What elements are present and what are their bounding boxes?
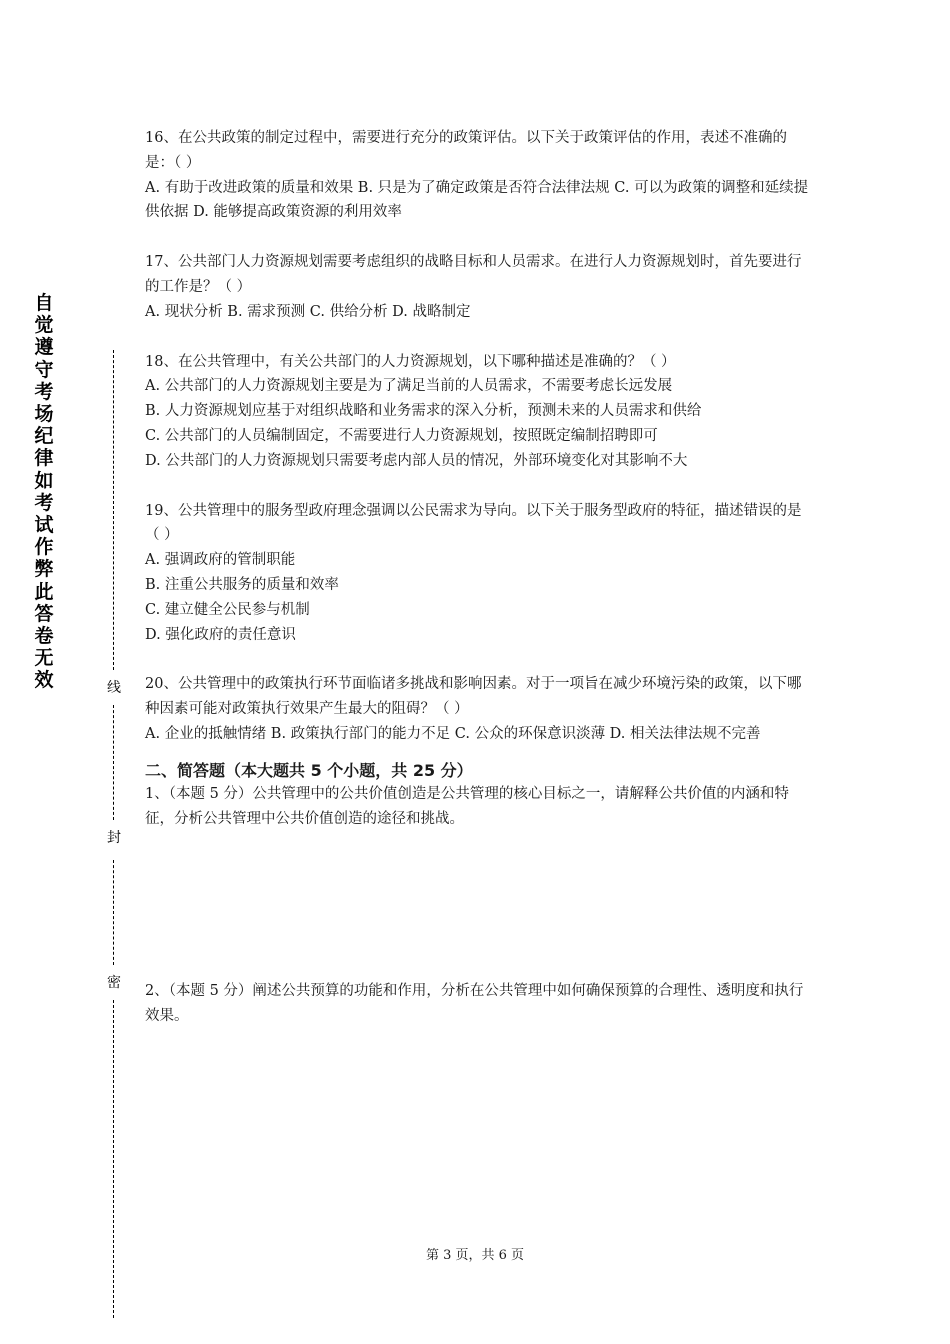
question-18 (145, 350, 809, 474)
binding-char-secret: 密 (104, 973, 124, 993)
option-c: C. 公共部门的人员编制固定，不需要进行人力资源规划，按照既定编制招聘即可 (145, 427, 658, 444)
page-number: 第 3 页，共 6 页 (425, 1248, 525, 1263)
question-17 (145, 250, 809, 324)
exam-content (145, 126, 809, 1029)
question-options: A. 现状分析 B. 需求预测 C. 供给分析 D. 战略制定 (145, 303, 471, 320)
question-stem: 20、公共管理中的政策执行环节面临诸多挑战和影响因素。对于一项旨在减少环境污染的政策，以下哪种因素可能对政策执行效果产生最大的阻碍？（ ） (145, 676, 802, 718)
option-a: A. 公共部门的人力资源规划主要是为了满足当前的人员需求，不需要考虑长远发展 (145, 378, 673, 395)
question-options: A. 企业的抵触情绪 B. 政策执行部门的能力不足 C. 公众的环保意识淡薄 D. 相关法律法规不完善 (145, 725, 761, 742)
short-answer-question-2: 2、（本题 5 分）阐述公共预算的功能和作用，分析在公共管理中如何确保预算的合理性、透明度和执行效果。 (145, 983, 804, 1025)
binding-dashed-line (113, 860, 114, 965)
question-stem: 19、公共管理中的服务型政府理念强调以公民需求为导向。以下关于服务型政府的特征，描述错误的是（ ） (145, 502, 802, 544)
binding-dashed-line (113, 705, 114, 820)
binding-char-line: 线 (104, 678, 124, 698)
binding-dashed-line (113, 350, 114, 670)
short-answer-question-1: 1、（本题 5 分）公共管理中的公共价值创造是公共管理的核心目标之一，请解释公共价值的内涵和特征，分析公共管理中公共价值创造的途径和挑战。 (145, 785, 789, 827)
question-stem: 17、公共部门人力资源规划需要考虑组织的战略目标和人员需求。在进行人力资源规划时，首先要进行的工作是？（ ） (145, 254, 802, 295)
question-stem: 16、在公共政策的制定过程中，需要进行充分的政策评估。以下关于政策评估的作用，表述不准确的是：（ ） (145, 130, 787, 171)
option-c: C. 建立健全公民参与机制 (145, 601, 310, 618)
option-d: D. 公共部门的人力资源规划只需要考虑内部人员的情况，外部环境变化对其影响不大 (145, 452, 688, 469)
option-a: A. 强调政府的管制职能 (145, 552, 296, 569)
question-19 (145, 499, 809, 648)
question-16 (145, 126, 809, 225)
exam-discipline-warning: 自觉遵守考场纪律如考试作弊此答卷无效 (34, 292, 54, 692)
answer-space[interactable] (145, 831, 809, 979)
section-title-short-answer: 二、简答题（本大题共 5 个小题，共 25 分） (145, 760, 473, 780)
option-b: B. 注重公共服务的质量和效率 (145, 576, 339, 593)
option-d: D. 强化政府的责任意识 (145, 626, 296, 643)
question-options: A. 有助于改进政策的质量和效果 B. 只是为了确定政策是否符合法律法规 C. 可以为政策的调整和延续提供依据 D. 能够提高政策资源的利用效率 (145, 179, 809, 221)
binding-char-seal: 封 (104, 828, 124, 848)
binding-dashed-line (113, 1000, 114, 1318)
question-stem: 18、在公共管理中，有关公共部门的人力资源规划，以下哪种描述是准确的？（ ） (145, 353, 676, 370)
option-b: B. 人力资源规划应基于对组织战略和业务需求的深入分析，预测未来的人员需求和供给 (145, 403, 702, 420)
question-20 (145, 672, 809, 746)
